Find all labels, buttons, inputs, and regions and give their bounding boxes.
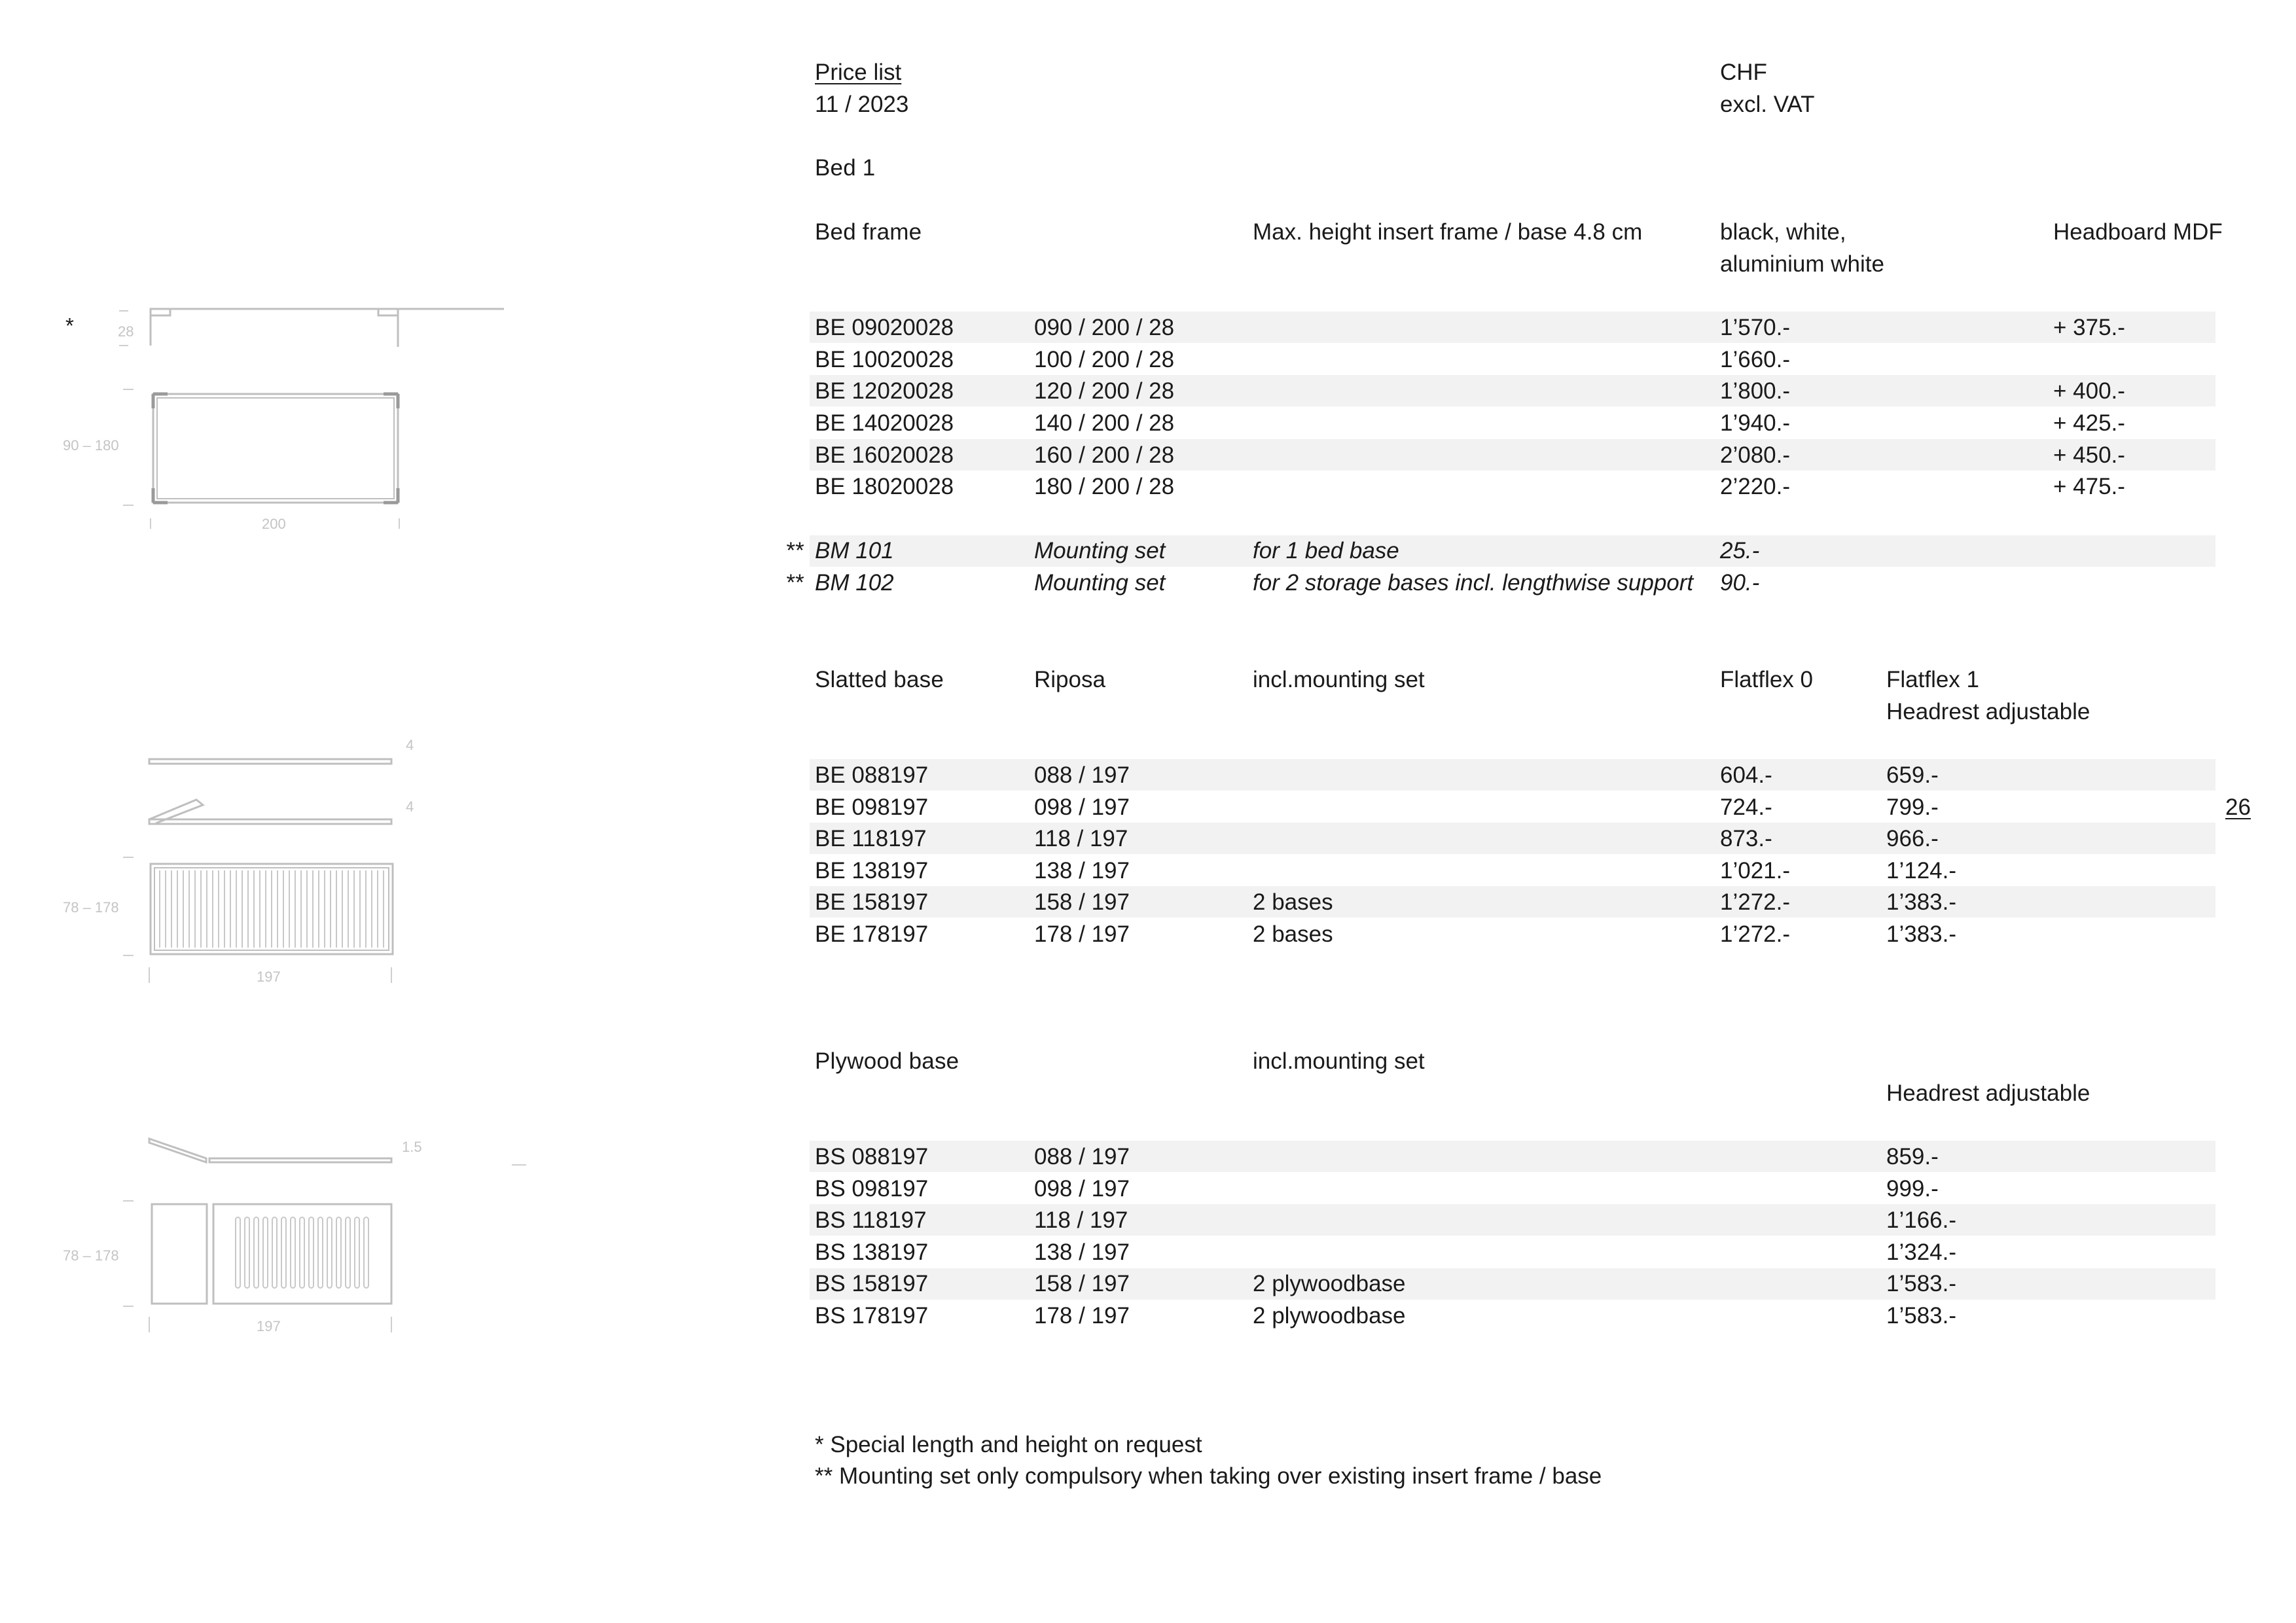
bed-frame-title: Bed frame: [815, 219, 922, 245]
plywood-headrest-header: Headrest adjustable: [1886, 1080, 2090, 1106]
frame-length-dim: 200: [262, 516, 286, 532]
row-name: Mounting set: [1034, 570, 1166, 596]
slatted-base-drawing: [111, 740, 412, 988]
row-shade: [810, 886, 2215, 918]
row-price: 1’166.-: [1886, 1207, 1957, 1233]
row-price: 1’583.-: [1886, 1271, 1957, 1296]
row-size: 138 / 197: [1034, 858, 1130, 883]
plywood-base-title: Plywood base: [815, 1048, 960, 1074]
ply-thickness-dim: 1.5: [402, 1139, 422, 1155]
row-note: 2 bases: [1253, 921, 1333, 947]
row-price-flatflex0: 1’021.-: [1720, 858, 1791, 883]
row-price: 1’800.-: [1720, 378, 1791, 404]
row-price-flatflex1: 1’383.-: [1886, 889, 1957, 915]
row-price-flatflex1: 799.-: [1886, 794, 1939, 820]
row-extra: + 375.-: [2053, 315, 2125, 340]
row-price-flatflex0: 724.-: [1720, 794, 1772, 820]
row-price-flatflex0: 604.-: [1720, 762, 1772, 788]
bed-frame-extra-header: Headboard MDF: [2053, 219, 2223, 245]
row-code: BS 098197: [815, 1176, 929, 1202]
row-price: 859.-: [1886, 1144, 1939, 1169]
row-price: 90.-: [1720, 570, 1760, 596]
vat-label: excl. VAT: [1720, 92, 1815, 117]
flatflex1-header: Flatflex 1: [1886, 667, 1979, 692]
row-size: 138 / 197: [1034, 1240, 1130, 1265]
row-mark: **: [785, 570, 804, 596]
price-list-title: Price list: [815, 60, 902, 85]
row-code: BE 10020028: [815, 347, 954, 372]
row-price: 1’324.-: [1886, 1240, 1957, 1265]
row-mark: **: [785, 538, 804, 563]
slat-length-dim: 197: [257, 969, 281, 985]
row-code: BS 118197: [815, 1207, 927, 1233]
footnote-special-length: * Special length and height on request: [815, 1432, 1202, 1457]
slat-thickness-dim-1: 4: [406, 737, 414, 753]
row-extra: + 425.-: [2053, 410, 2125, 436]
row-extra: + 400.-: [2053, 378, 2125, 404]
flatflex1-subheader: Headrest adjustable: [1886, 699, 2090, 724]
row-code: BE 14020028: [815, 410, 954, 436]
row-code: BM 102: [815, 570, 894, 596]
row-shade: [810, 1204, 2215, 1236]
row-price: 1’583.-: [1886, 1303, 1957, 1329]
row-size: 158 / 197: [1034, 889, 1130, 915]
bed-frame-price-header-2: aluminium white: [1720, 251, 1884, 277]
row-price: 1’570.-: [1720, 315, 1791, 340]
row-code: BS 138197: [815, 1240, 929, 1265]
frame-height-dim: 28: [118, 323, 134, 340]
price-list-date: 11 / 2023: [815, 92, 909, 117]
row-extra: + 475.-: [2053, 474, 2125, 499]
row-shade: [810, 312, 2215, 343]
row-size: 090 / 200 / 28: [1034, 315, 1175, 340]
row-size: 178 / 197: [1034, 1303, 1130, 1329]
row-code: BE 098197: [815, 794, 929, 820]
row-price-flatflex1: 659.-: [1886, 762, 1939, 788]
row-note: 2 plywoodbase: [1253, 1303, 1406, 1329]
row-price-flatflex0: 1’272.-: [1720, 921, 1791, 947]
row-desc: for 2 storage bases incl. lengthwise support: [1253, 570, 1694, 596]
row-price: 1’940.-: [1720, 410, 1791, 436]
page-number: 26: [2225, 794, 2251, 820]
ply-length-dim: 197: [257, 1318, 281, 1334]
row-size: 178 / 197: [1034, 921, 1130, 947]
row-code: BS 088197: [815, 1144, 929, 1169]
row-size: 098 / 197: [1034, 1176, 1130, 1202]
row-price: 1’660.-: [1720, 347, 1791, 372]
row-size: 120 / 200 / 28: [1034, 378, 1175, 404]
row-code: BS 158197: [815, 1271, 929, 1296]
row-shade: [810, 759, 2215, 791]
frame-width-dim: 90 – 180: [63, 437, 119, 454]
row-code: BE 12020028: [815, 378, 954, 404]
row-note: 2 bases: [1253, 889, 1333, 915]
row-code: BM 101: [815, 538, 894, 563]
row-extra: + 450.-: [2053, 442, 2125, 468]
row-shade: [810, 439, 2215, 471]
bed-frame-price-header: black, white,: [1720, 219, 1846, 245]
row-code: BE 158197: [815, 889, 929, 915]
row-price: 25.-: [1720, 538, 1760, 563]
row-price-flatflex0: 873.-: [1720, 826, 1772, 851]
row-code: BE 18020028: [815, 474, 954, 499]
row-name: Mounting set: [1034, 538, 1166, 563]
plywood-base-note: incl.mounting set: [1253, 1048, 1425, 1074]
row-price: 999.-: [1886, 1176, 1939, 1202]
row-size: 088 / 197: [1034, 762, 1130, 788]
row-desc: for 1 bed base: [1253, 538, 1399, 563]
slat-width-dim: 78 – 178: [63, 899, 119, 916]
row-size: 100 / 200 / 28: [1034, 347, 1175, 372]
row-price-flatflex1: 1’124.-: [1886, 858, 1957, 883]
row-shade: [810, 375, 2215, 406]
row-price-flatflex1: 1’383.-: [1886, 921, 1957, 947]
row-code: BE 088197: [815, 762, 929, 788]
row-price-flatflex0: 1’272.-: [1720, 889, 1791, 915]
slatted-base-model: Riposa: [1034, 667, 1105, 692]
bed-frame-drawing: [111, 301, 412, 537]
slat-thickness-dim-2: 4: [406, 798, 414, 815]
row-code: BE 118197: [815, 826, 927, 851]
row-code: BE 178197: [815, 921, 929, 947]
row-shade: [810, 1141, 2215, 1172]
row-note: 2 plywoodbase: [1253, 1271, 1406, 1296]
row-size: 158 / 197: [1034, 1271, 1130, 1296]
row-code: BS 178197: [815, 1303, 929, 1329]
bed-frame-note: Max. height insert frame / base 4.8 cm: [1253, 219, 1643, 245]
row-price: 2’080.-: [1720, 442, 1791, 468]
row-size: 098 / 197: [1034, 794, 1130, 820]
row-code: BE 09020028: [815, 315, 954, 340]
plywood-base-drawing: [111, 1126, 412, 1342]
row-size: 088 / 197: [1034, 1144, 1130, 1169]
slatted-base-note: incl.mounting set: [1253, 667, 1425, 692]
row-code: BE 138197: [815, 858, 929, 883]
row-shade: [810, 1268, 2215, 1300]
currency-label: CHF: [1720, 60, 1767, 85]
flatflex0-header: Flatflex 0: [1720, 667, 1813, 692]
footnote-mounting-set: ** Mounting set only compulsory when taking over existing insert frame / base: [815, 1463, 1602, 1489]
ply-width-dim: 78 – 178: [63, 1247, 119, 1264]
row-size: 160 / 200 / 28: [1034, 442, 1175, 468]
row-price-flatflex1: 966.-: [1886, 826, 1939, 851]
frame-special-mark: *: [65, 313, 74, 338]
row-shade: [810, 535, 2215, 567]
row-size: 118 / 197: [1034, 1207, 1128, 1233]
row-size: 118 / 197: [1034, 826, 1128, 851]
row-price: 2’220.-: [1720, 474, 1791, 499]
row-size: 140 / 200 / 28: [1034, 410, 1175, 436]
row-code: BE 16020028: [815, 442, 954, 468]
product-title: Bed 1: [815, 155, 876, 181]
row-shade: [810, 823, 2215, 854]
slatted-base-title: Slatted base: [815, 667, 944, 692]
row-size: 180 / 200 / 28: [1034, 474, 1175, 499]
